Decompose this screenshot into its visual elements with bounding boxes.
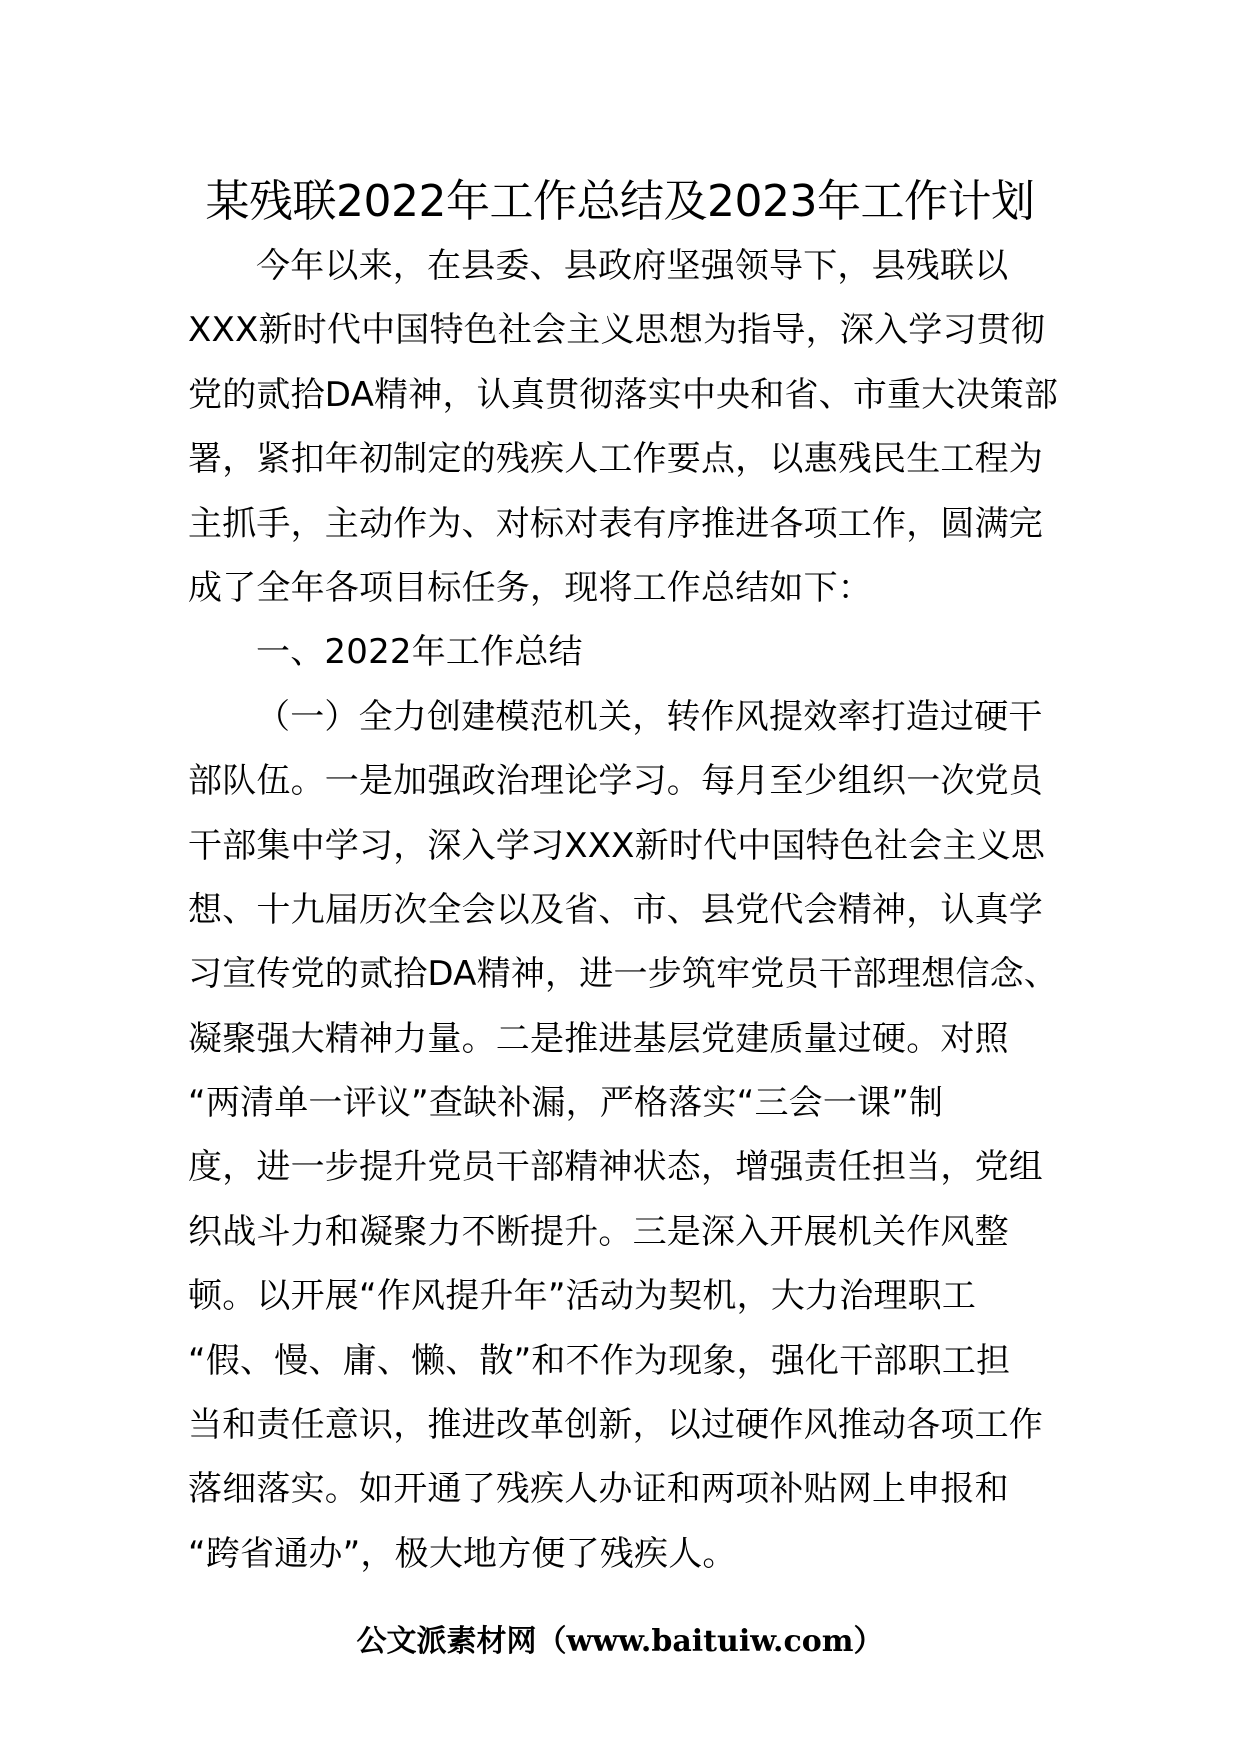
paragraph-line: 部队伍。一是加强政治理论学习。每月至少组织一次党员	[188, 761, 1043, 802]
paragraph-line: 党的贰拾DA精神，认真贯彻落实中央和省、市重大决策部	[188, 374, 1059, 415]
paragraph-line: 当和责任意识，推进改革创新，以过硬作风推动各项工作	[188, 1405, 1043, 1446]
document-title: 某残联2022年工作总结及2023年工作计划	[205, 176, 1035, 227]
footer-watermark: 公文派素材网（www.baituiw.com）	[356, 1624, 884, 1659]
paragraph-line: XXX新时代中国特色社会主义思想为指导，深入学习贯彻	[188, 310, 1046, 351]
paragraph-line: 成了全年各项目标任务，现将工作总结如下：	[188, 567, 872, 608]
paragraph-line: 署，紧扣年初制定的残疾人工作要点，以惠残民生工程为	[188, 439, 1043, 480]
paragraph-line: （一）全力创建模范机关，转作风提效率打造过硬干	[256, 696, 1043, 737]
paragraph-line: 主抓手，主动作为、对标对表有序推进各项工作，圆满完	[188, 503, 1043, 544]
paragraph-line: 干部集中学习，深入学习XXX新时代中国特色社会主义思	[188, 825, 1046, 866]
paragraph-line: 今年以来，在县委、县政府坚强领导下，县残联以	[256, 246, 1009, 286]
paragraph-line: “跨省通办”，极大地方便了残疾人。	[188, 1533, 737, 1574]
paragraph-line: 织战斗力和凝聚力不断提升。三是深入开展机关作风整	[188, 1211, 1009, 1252]
paragraph-line: 顿。以开展“作风提升年”活动为契机，大力治理职工	[188, 1276, 977, 1317]
paragraph-line: 度，进一步提升党员干部精神状态，增强责任担当，党组	[188, 1147, 1043, 1188]
paragraph-line: “两清单一评议”查缺补漏，严格落实“三会一课”制	[188, 1083, 944, 1124]
paragraph-line: “假、慢、庸、懒、散”和不作为现象，强化干部职工担	[188, 1340, 1011, 1381]
paragraph-line: 想、十九届历次全会以及省、市、县党代会精神，认真学	[188, 889, 1043, 930]
paragraph-line: 凝聚强大精神力量。二是推进基层党建质量过硬。对照	[188, 1018, 1009, 1059]
section-heading: 一、2022年工作总结	[256, 632, 583, 673]
paragraph-line: 习宣传党的贰拾DA精神，进一步筑牢党员干部理想信念、	[188, 954, 1059, 995]
paragraph-line: 落细落实。如开通了残疾人办证和两项补贴网上申报和	[188, 1469, 1009, 1510]
document-body	[188, 234, 1058, 1586]
